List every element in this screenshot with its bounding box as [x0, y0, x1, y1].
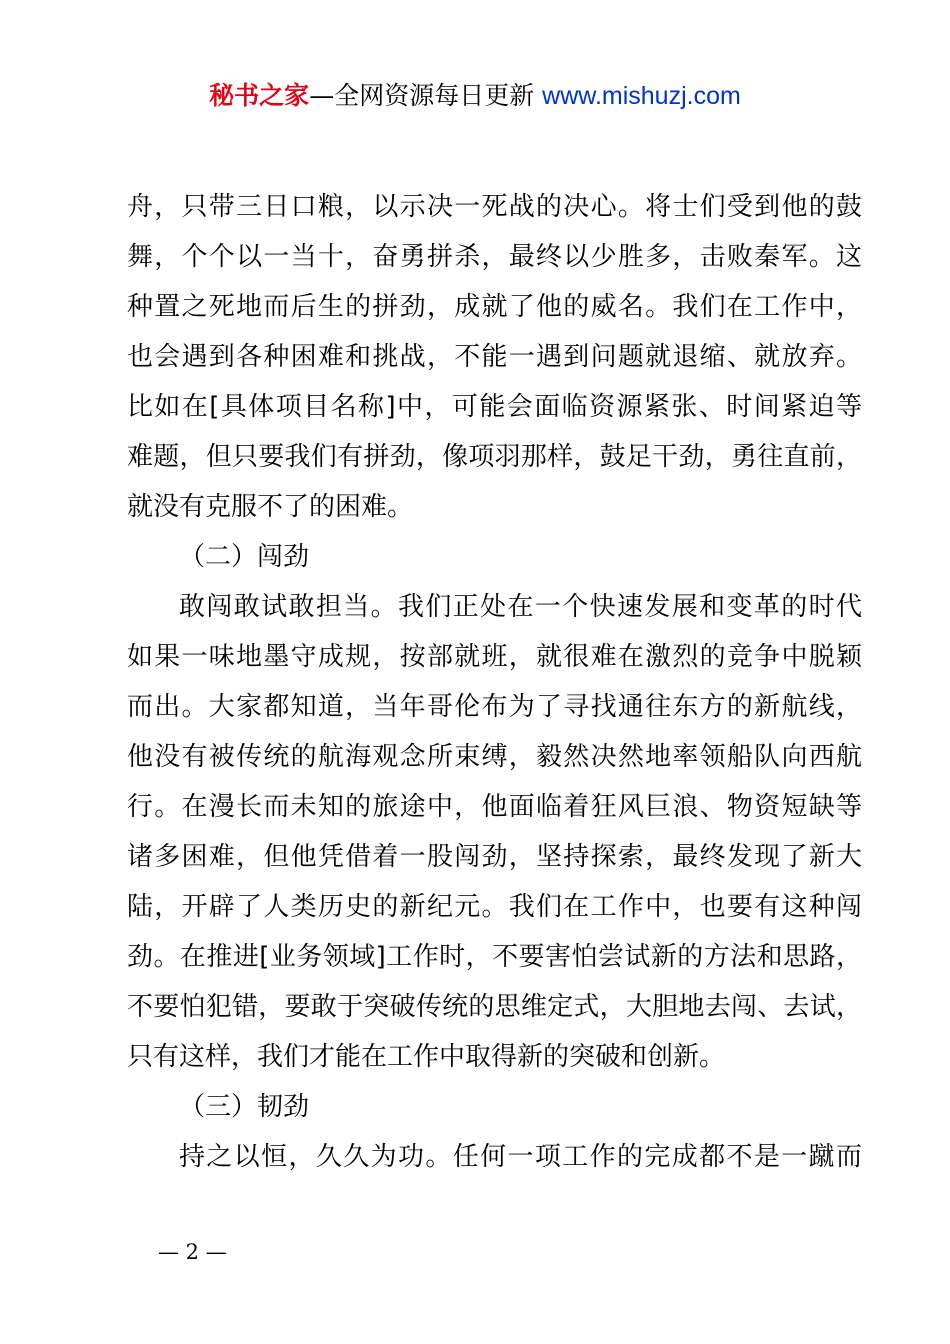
document-body [127, 182, 862, 1182]
paragraph-line: 难题，但只要我们有拼劲，像项羽那样，鼓足干劲，勇往直前， [127, 442, 862, 472]
paragraph-line: 他没有被传统的航海观念所束缚，毅然决然地率领船队向西航 [127, 742, 862, 772]
paragraph-line: 比如在[具体项目名称]中，可能会面临资源紧张、时间紧迫等 [127, 392, 862, 422]
paragraph-line: 而出。大家都知道，当年哥伦布为了寻找通往东方的新航线， [127, 692, 862, 722]
paragraph-line: 只有这样，我们才能在工作中取得新的突破和创新。 [127, 1042, 726, 1072]
paragraph-line: 不要怕犯错，要敢于突破传统的思维定式，大胆地去闯、去试， [127, 992, 862, 1022]
paragraph-line: 持之以恒，久久为功。任何一项工作的完成都不是一蹴而 [179, 1142, 862, 1172]
section-heading: （三）韧劲 [179, 1092, 310, 1122]
paragraph-line: 行。在漫长而未知的旅途中，他面临着狂风巨浪、物资短缺等 [127, 792, 862, 822]
site-url: www.mishuzj.com [542, 82, 741, 110]
paragraph-line: 舞，个个以一当十，奋勇拼杀，最终以少胜多，击败秦军。这 [127, 242, 862, 272]
paragraph-line: 就没有克服不了的困难。 [127, 492, 414, 522]
paragraph-line: 劲。在推进[业务领域]工作时，不要害怕尝试新的方法和思路， [127, 942, 862, 972]
paragraph-line: 如果一味地墨守成规，按部就班，就很难在激烈的竞争中脱颖 [127, 642, 862, 672]
paragraph-line: 种置之死地而后生的拼劲，成就了他的威名。我们在工作中， [127, 292, 862, 322]
section-heading: （二）闯劲 [179, 542, 310, 572]
paragraph-line: 诸多困难，但他凭借着一股闯劲，坚持探索，最终发现了新大 [127, 842, 862, 872]
paragraph-line: 陆，开辟了人类历史的新纪元。我们在工作中，也要有这种闯 [127, 892, 862, 922]
page-number: — 2 — [158, 1240, 227, 1264]
site-header [0, 78, 950, 114]
brand-name: 秘书之家 [209, 81, 310, 110]
paragraph-line: 舟，只带三日口粮，以示决一死战的决心。将士们受到他的鼓 [127, 192, 862, 222]
paragraph-line: 也会遇到各种困难和挑战，不能一遇到问题就退缩、就放弃。 [127, 342, 862, 372]
header-tagline: —全网资源每日更新 [309, 81, 535, 110]
paragraph-line: 敢闯敢试敢担当。我们正处在一个快速发展和变革的时代 [179, 592, 862, 622]
